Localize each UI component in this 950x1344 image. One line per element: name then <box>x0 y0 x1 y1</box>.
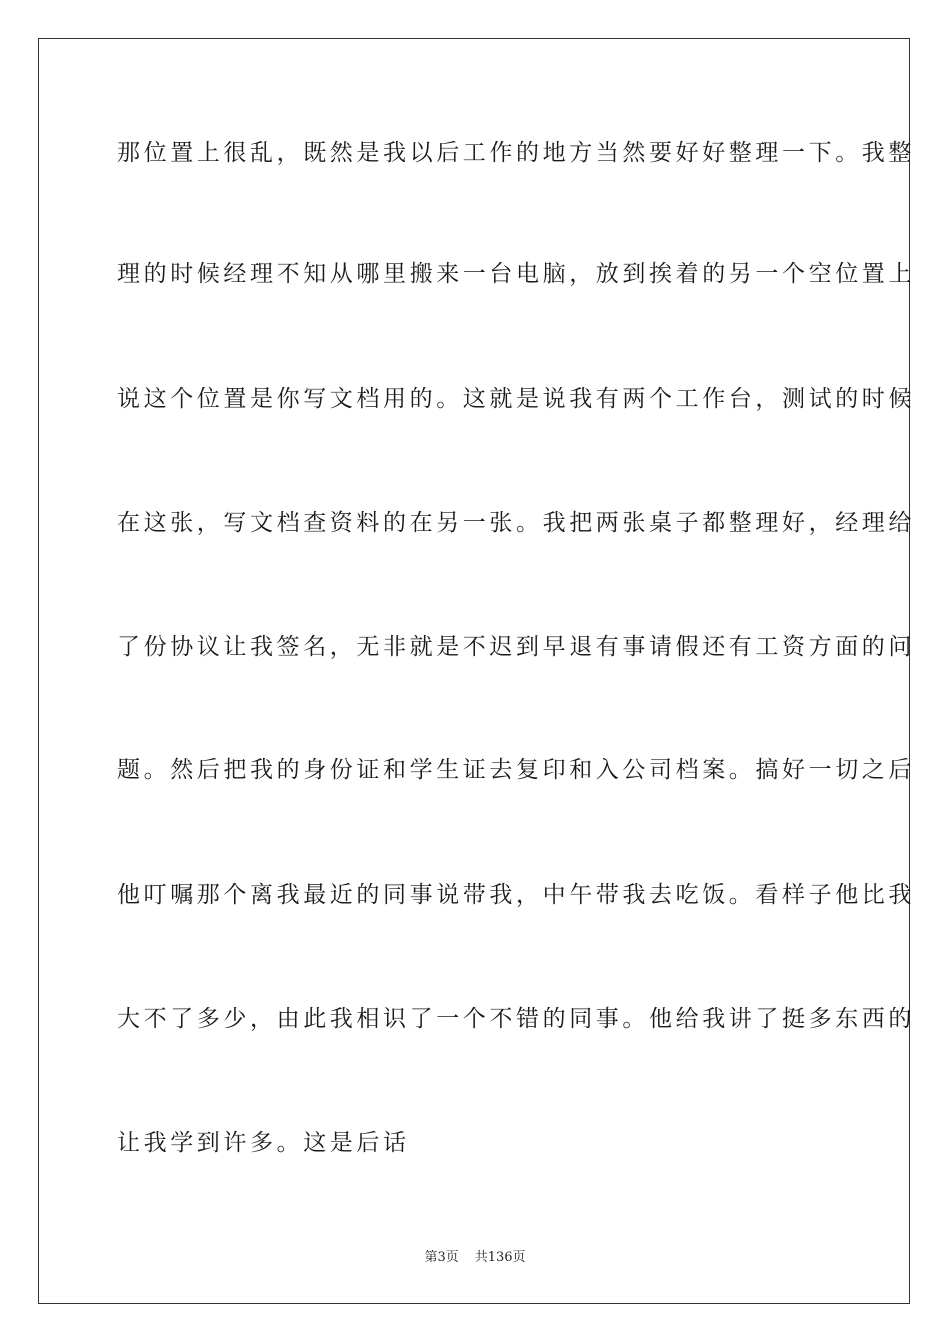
body-text-line-3: 说这个位置是你写文档用的。这就是说我有两个工作台，测试的时候 <box>117 386 915 412</box>
body-text-line-8: 大不了多少，由此我相识了一个不错的同事。他给我讲了挺多东西的 <box>117 1006 915 1032</box>
body-text-line-4: 在这张，写文档查资料的在另一张。我把两张桌子都整理好，经理给 <box>117 510 915 536</box>
page-number: 第3页 <box>424 1250 459 1265</box>
page-footer <box>0 1249 950 1267</box>
total-pages: 共136页 <box>474 1250 526 1265</box>
body-text-line-2: 理的时候经理不知从哪里搬来一台电脑，放到挨着的另一个空位置上 <box>117 261 915 287</box>
body-text-line-9: 让我学到许多。这是后话 <box>117 1130 410 1156</box>
body-text-line-6: 题。然后把我的身份证和学生证去复印和入公司档案。搞好一切之后 <box>117 757 915 783</box>
body-text-line-1: 那位置上很乱，既然是我以后工作的地方当然要好好整理一下。我整 <box>117 140 915 166</box>
body-text-line-7: 他叮嘱那个离我最近的同事说带我，中午带我去吃饭。看样子他比我 <box>117 882 915 908</box>
body-text-line-5: 了份协议让我签名，无非就是不迟到早退有事请假还有工资方面的问 <box>117 634 915 660</box>
page-border <box>38 38 915 1304</box>
